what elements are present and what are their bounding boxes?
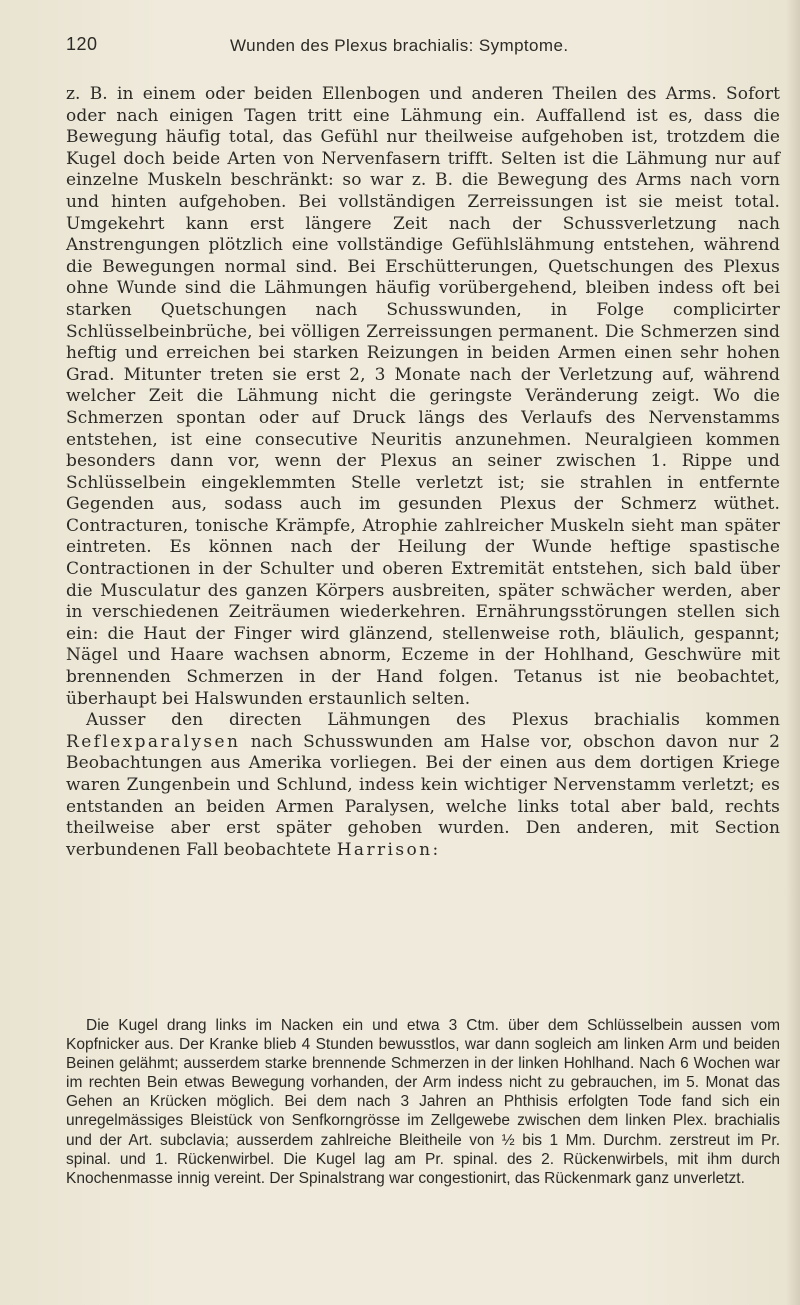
emphasized-term: Reflexparalysen: [66, 731, 241, 752]
page-edge-shadow: [786, 0, 800, 1305]
page-number: 120: [66, 34, 98, 54]
running-title: Wunden des Plexus brachialis: Symptome.: [230, 36, 569, 55]
paragraph-text: nach Schusswunden am Halse vor, obschon davon nur 2 Beobachtungen aus Amerika vorliegen. Bei der einen aus dem dortigen Kriege waren Zungenbein und Schlund, indess kein wichtiger Nervenstamm verletzt; es entstanden an beiden Armen Paralysen, welche links total aber bald, rechts theilweise aber erst später gehoben wurden. Den anderen, mit Section verbundenen Fall beobachtete: [66, 731, 780, 860]
page-header: [66, 34, 786, 66]
author-name: Harrison: [336, 839, 433, 860]
paragraph-text: Ausser den directen Lähmungen des Plexus brachialis kommen: [86, 710, 780, 731]
paragraph-continued: z. B. in einem oder beiden Ellenbogen und anderen Theilen des Arms. Sofort oder nach einigen Tagen tritt eine Lähmung ein. Auffallend ist es, dass die Bewegung häufig total, das Gefühl nur theilweise aufgehoben ist, trotzdem die Kugel doch beide Arten von Nervenfasern trifft. Selten ist die Lähmung nur auf einzelne Muskeln beschränkt: so war z. B. die Bewegung des Arms nach vorn und hinten aufgehoben. Bei vollständigen Zerreissungen ist sie meist total. Umgekehrt kann erst längere Zeit nach der Schussverletzung nach Anstrengungen plötzlich eine vollständige Gefühlslähmung entstehen, während die Bewegungen normal sind. Bei Erschütterungen, Quetschungen des Plexus ohne Wunde sind die Lähmungen häufig vorübergehend, bleiben indess oft bei starken Quetschungen nach Schusswunden, in Folge complicirter Schlüsselbeinbrüche, bei völligen Zerreissungen permanent. Die Schmerzen sind heftig und erreichen bei starken Reizungen in beiden Armen einen sehr hohen Grad. Mitunter treten sie erst 2, 3 Monate nach der Verletzung auf, während welcher Zeit die Lähmung nicht die geringste Veränderung zeigt. Wo die Schmerzen spontan oder auf Druck längs des Verlaufs des Nervenstamms entstehen, ist eine consecutive Neuritis anzunehmen. Neuralgieen kommen besonders dann vor, wenn der Plexus an seiner zwischen 1. Rippe und Schlüsselbein eingeklemmten Stelle verletzt ist; sie strahlen in entfernte Gegenden aus, sodass auch im gesunden Plexus der Schmerz wüthet. Contracturen, tonische Krämpfe, Atrophie zahlreicher Muskeln sieht man später eintreten. Es können nach der Heilung der Wunde heftige spastische Contractionen in der Schulter und oberen Extremität entstehen, sich bald über die Musculatur des ganzen Körpers ausbreiten, später schwächer werden, aber in verschiedenen Zeiträumen wiederkehren. Ernährungsstörungen stellen sich ein: die Haut der Finger wird glänzend, stellenweise roth, bläulich, gespannt; Nägel und Haare wachsen abnorm, Eczeme in der Hohlhand, Geschwüre mit brennenden Schmerzen in der Hand folgen. Tetanus ist nie beobachtet, überhaupt bei Halswunden erstaunlich selten.: [66, 84, 780, 709]
case-report: [66, 1016, 780, 1188]
main-text: [66, 84, 780, 861]
paragraph-reflexparalysen: [66, 710, 780, 861]
paragraph-punctuation: :: [432, 839, 439, 860]
case-report-paragraph: Die Kugel drang links im Nacken ein und etwa 3 Ctm. über dem Schlüsselbein aussen vom Kopfnicker aus. Der Kranke blieb 4 Stunden bewusstlos, war dann sogleich am linken Arm und beiden Beinen gelähmt; ausserdem starke brennende Schmerzen in der linken Hohlhand. Nach 6 Wochen war im rechten Bein etwas Bewegung vorhanden, der Arm indess nicht zu gebrauchen, im 5. Monat das Gehen an Krücken möglich. Bei dem nach 3 Jahren an Phthisis erfolgten Tode fand sich ein unregelmässiges Bleistück von Senfkorngrösse im Zellgewebe zwischen dem linken Plex. brachialis und der Art. subclavia; ausserdem zahlreiche Bleitheile von ½ bis 1 Mm. Durchm. zerstreut im Pr. spinal. und 1. Rückenwirbel. Die Kugel lag am Pr. spinal. des 2. Rückenwirbels, mit ihm durch Knochenmasse innig vereint. Der Spinalstrang war congestionirt, das Rückenmark ganz unverletzt.: [66, 1017, 780, 1187]
